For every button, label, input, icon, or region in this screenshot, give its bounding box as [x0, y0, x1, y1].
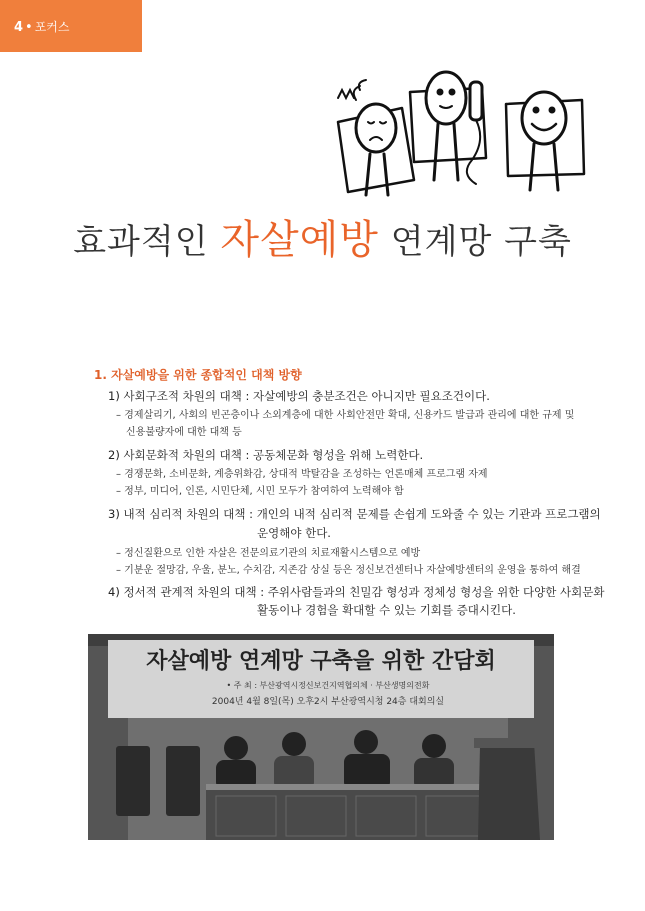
banner-title: 자살예방 연계망 구축을 위한 간담회: [146, 649, 496, 674]
item-text: 개인의 내적 심리적 문제를 손쉽게 도와줄 수 있는 기관과 프로그램의: [253, 507, 601, 521]
section-name: 포커스: [34, 20, 70, 34]
policy-item-2: [108, 447, 423, 464]
sub-item: 신용불량자에 대한 대책 등: [126, 427, 242, 438]
page-header: [14, 18, 70, 35]
item-text-continued: 운영해야 한다.: [257, 526, 331, 540]
header-separator: •: [25, 20, 33, 35]
title-prefix: 효과적인: [73, 222, 221, 262]
cartoon-illustration: [330, 70, 590, 200]
page-number: 4: [14, 20, 24, 35]
item-text: 공동체문화 형성을 위해 노력한다.: [249, 448, 424, 462]
item-label: 2) 사회문화적 차원의 대책 :: [108, 448, 250, 462]
policy-item-1: [108, 388, 490, 405]
item-label: 3) 내적 심리적 차원의 대책 :: [108, 507, 254, 521]
banner-subtitle-1: • 주 최 : 부산광역시정신보건지역협의체 · 부산생명의전화: [226, 681, 430, 690]
item-text: 주위사람들과의 친밀감 형성과 정체성 형성을 위한 다양한 사회문화: [264, 585, 605, 599]
section-heading: 1. 자살예방을 위한 종합적인 대책 방향: [94, 368, 302, 382]
sub-item: – 정부, 미디어, 인론, 시민단체, 시민 모두가 참여하여 노력해야 함: [116, 486, 404, 497]
sub-item: – 경쟁문화, 소비문화, 계층위화감, 상대적 박탈감을 조성하는 언론매체 프로그램 자제: [116, 469, 488, 480]
banner-subtitle-2: 2004년 4월 8일(목) 오후2시 부산광역시청 24층 대회의실: [211, 697, 445, 707]
policy-item-3: [108, 506, 601, 523]
item-label: 1) 사회구조적 차원의 대책 :: [108, 389, 250, 403]
item-text-continued: 활동이나 경험을 확대할 수 있는 기회를 증대시킨다.: [257, 603, 516, 617]
sub-item: – 경제살리기, 사회의 빈곤층이나 소외계층에 대한 사회안전만 확대, 신용카드 발급과 관리에 대한 규제 및: [116, 410, 575, 421]
sub-item: – 정신질환으로 인한 자살은 전문의료기관의 치료재활시스템으로 예방: [116, 548, 421, 559]
title-highlight: 자살예방: [220, 217, 379, 263]
title-suffix: 연계망 구축: [378, 222, 572, 262]
meeting-photo: [88, 634, 554, 840]
page-title: [0, 208, 645, 265]
policy-item-4: [108, 584, 604, 601]
item-label: 4) 정서적 관계적 차원의 대책 :: [108, 585, 265, 599]
sub-item: – 기분운 절망감, 우울, 분노, 수치감, 지존감 상실 등은 정신보건센터나 자살예방센터의 운영을 통하여 해결: [116, 565, 581, 576]
section-tab: [0, 0, 142, 52]
item-text: 자살예방의 충분조건은 아니지만 필요조건이다.: [249, 389, 490, 403]
